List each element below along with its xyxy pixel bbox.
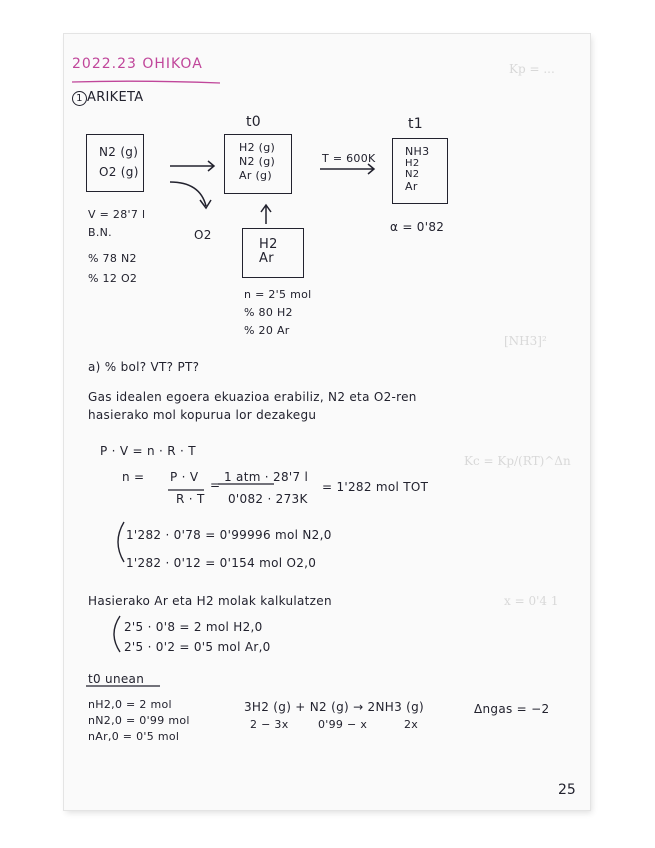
box4-ar: Ar [405,180,418,193]
delta-gas-moles: Δngas = −2 [474,702,550,716]
t0-gas-box [224,134,292,194]
moles-formula-num: P · V [170,470,199,484]
t0-ar-moles: nAr,0 = 0'5 mol [88,730,180,743]
box1-o2: O2 (g) [99,165,139,179]
part-a-question: a) % bol? VT? PT? [88,360,200,374]
moles-formula-den: R · T [176,492,205,506]
t1-gas-box [392,138,448,204]
h2-change: 2 − 3x [250,718,289,731]
box4-n2: N2 [405,169,420,180]
dissociation-degree: α = 0'82 [390,220,445,234]
exercise-number: 1 [72,91,87,106]
temperature-label: T = 600K [322,152,376,165]
t0-n2-moles: nN2,0 = 0'99 mol [88,714,190,727]
reaction-equation: 3H2 (g) + N2 (g) → 2NH3 (g) [244,700,425,714]
h2-initial-moles: 2'5 · 0'8 = 2 mol H2,0 [124,620,263,634]
exercise-label: ARIKETA [87,90,144,105]
o2-percent-note: % 12 O2 [88,272,138,285]
o2-initial-moles: 1'282 · 0'12 = 0'154 mol O2,0 [126,556,317,570]
part-a-intro-line2: hasierako mol kopurua lor dezakegu [88,408,317,422]
box1-n2: N2 (g) [99,145,139,159]
n2-percent-note: % 78 N2 [88,252,137,265]
volume-note: V = 28'7 l [88,208,146,221]
bleed-through-text: x = 0'4 1 [504,594,559,608]
box3-ar: Ar [259,251,274,266]
t0-h2-moles: nH2,0 = 2 mol [88,698,172,711]
t1-label: t1 [408,116,423,132]
o2-removed-label: O2 [194,228,212,242]
total-moles-result: = 1'282 mol TOT [322,480,429,494]
bleed-through-text: Kc = Kp/(RT)^Δn [464,454,571,468]
page-number: 25 [558,782,576,798]
box4-h2: H2 [405,158,420,169]
moles-formula-den2: 0'082 · 273K [228,492,308,506]
h2-percent-note: % 80 H2 [244,306,293,319]
part-a-intro-line1: Gas idealen egoera ekuazioa erabiliz, N2 eta O2-ren [88,390,417,404]
n2-initial-moles: 1'282 · 0'78 = 0'99996 mol N2,0 [126,528,332,542]
ideal-gas-equation: P · V = n · R · T [100,444,196,458]
box2-n2: N2 (g) [239,155,276,168]
moles-formula-eq: = [210,478,221,492]
box2-ar: Ar (g) [239,169,272,182]
box4-nh3: NH3 [405,145,430,158]
bn-note: B.N. [88,226,112,239]
t0-section-heading: t0 unean [88,672,145,686]
bleed-through-text: Kp = ... [509,62,555,76]
t0-label: t0 [246,114,261,130]
box3-h2: H2 [259,237,278,252]
moles-formula-num2: 1 atm · 28'7 l [224,470,309,484]
page-title: 2022.23 OHIKOA [72,56,203,72]
added-gas-box [242,228,304,278]
box2-h2: H2 (g) [239,141,276,154]
moles-formula-lhs: n = [122,470,145,484]
notebook-page [64,34,590,810]
added-moles-note: n = 2'5 mol [244,288,312,301]
n2-change: 0'99 − x [318,718,368,731]
ar-percent-note: % 20 Ar [244,324,290,337]
ar-initial-moles: 2'5 · 0'2 = 0'5 mol Ar,0 [124,640,271,654]
initial-gas-box [86,134,144,192]
nh3-change: 2x [404,718,419,731]
bleed-through-text: [NH3]² [504,334,547,348]
ar-h2-intro: Hasierako Ar eta H2 molak kalkulatzen [88,594,332,608]
